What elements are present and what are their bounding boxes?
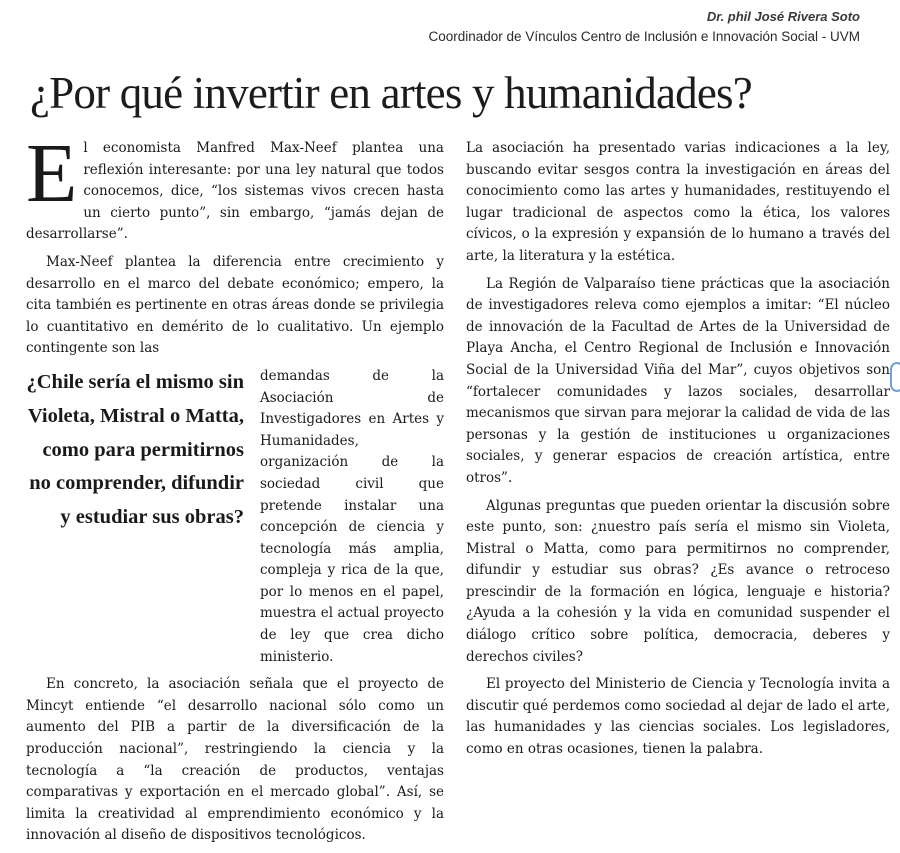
right-column [466,138,890,767]
paragraph-intro-text: l economista Manfred Max-Neef plantea una reflexión interesante: por una ley natural que todos conocemos, dice, “los sistemas vivos crecen hasta un cierto punto”, sin embargo, “jamás dejan de desarrollarse”. [26,140,444,243]
pullquote-row [26,366,444,668]
paragraph-indicaciones: La asociación ha presentado varias indicaciones a la ley, buscando evitar sesgos contra la investigación en áreas del conocimiento como las artes y humanidades, restituyendo el lugar tradicional de aspectos como la ética, los valores cívicos, o la expresión y expansión de lo humano a través del arte, la literatura y la estética. [466,140,890,264]
author-role: Coordinador de Vínculos Centro de Inclusión e Innovación Social - UVM [428,29,860,44]
headline: ¿Por qué invertir en artes y humanidades? [30,68,752,118]
paragraph-intro [26,127,444,246]
paragraph-mincyt: En concreto, la asociación señala que el proyecto de Mincyt entiende “el desarrollo nacional sólo como un aumento del PIB a partir de la diversificación de la producción nacional”, restringiendo la ciencia y la tecnología a “la creación de productos, ventajas comparativas y exportación en el mercado global”. Así, se limita la creatividad al emprendimiento económico y la innovación al diseño de dispositivos tecnológicos. [26,676,444,844]
pullquote: ¿Chile sería el mismo sin Violeta, Mistral o Matta, como para permitirnos no comprender, difundir y estudiar sus obras? [26,370,244,529]
scroll-handle[interactable] [890,362,900,392]
byline [429,8,861,48]
paragraph-valparaiso: La Región de Valparaíso tiene prácticas que la asociación de investigadores releva como ejemplos a imitar: “El núcleo de innovación de la Facultad de Artes de la Universidad de Playa Ancha, el Centro Regional de Inclusión e Innovación Social de la Universidad Viña del Mar”, cuyos objetivos son “fortalecer comunidades y lazos sociales, desarrollar mecanismos que sirvan para mejorar la calidad de vida de las personas y la gestión de instituciones u organizaciones sociales, y generar espacios de creación artística, entre otros”. [466,275,890,486]
left-column [26,127,444,853]
paragraph-preguntas: Algunas preguntas que pueden orientar la discusión sobre este punto, son: ¿nuestro país sería el mismo sin Violeta, Mistral o Matta, como para permitirnos no comprender, difundir y estudiar sus obras? ¿Es avance o retroceso prescindir de la formación en lógica, lenguaje e historia? ¿Ayuda a la cohesión y la vida en comunidad suspender el diálogo crítico sobre política, democracia, deberes y derechos civiles? [466,497,890,665]
paragraph-asociacion-demandas: demandas de la Asociación de Investigadores en Artes y Humanidades, organización de la sociedad civil que pretende instalar una concepción de ciencia y tecnología más amplia, compleja y rica de la que, por lo menos en el papel, muestra el actual proyecto de ley que crea dicho ministerio. [260,367,444,665]
paragraph-conclusion: El proyecto del Ministerio de Ciencia y Tecnología invita a discutir qué perdemos como sociedad al dejar de lado el arte, las humanidades y las ciencias sociales. Los legisladores, como en otras ocasiones, tienen la palabra. [466,676,890,758]
paragraph-max-neef: Max-Neef plantea la diferencia entre crecimiento y desarrollo en el marco del debate económico; empero, la cita también es pertinente en otras áreas donde se privilegia lo cuantitativo en demérito de lo cualitativo. Un ejemplo contingente son las [26,253,444,357]
author-name: Dr. phil José Rivera Soto [706,9,860,24]
drop-cap: E [26,127,78,220]
